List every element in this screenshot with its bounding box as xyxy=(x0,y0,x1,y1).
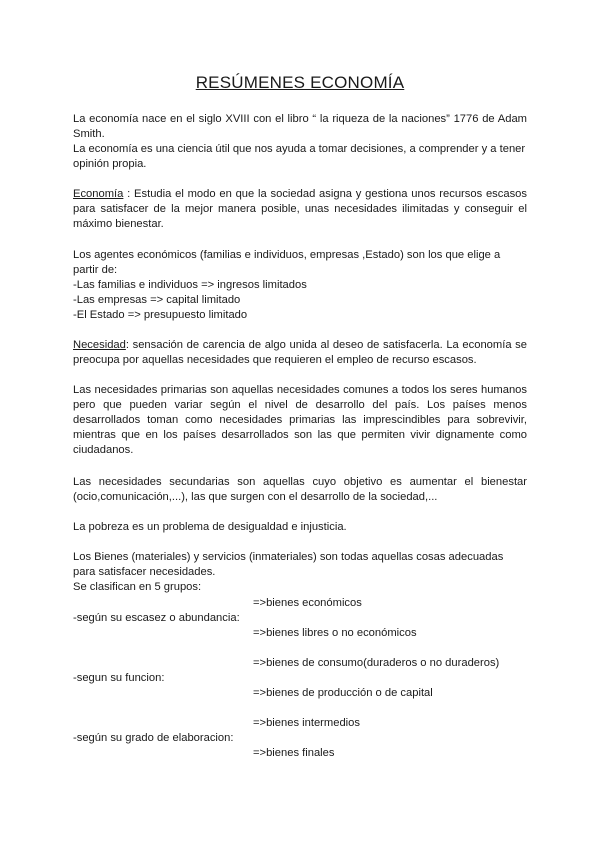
necesidad-text: : sensación de carencia de algo unida al deseo de satisfacerla. La economía se preocupa por aquellas necesidades que requieren el empleo de recurso escasos. xyxy=(73,339,527,366)
agentes-item: -Las familias e individuos => ingresos limitados xyxy=(73,279,307,291)
pobreza-paragraph: La pobreza es un problema de desigualdad e injusticia. xyxy=(73,521,347,533)
economia-term: Economía xyxy=(73,188,124,200)
agentes-item: -El Estado => presupuesto limitado xyxy=(73,309,248,321)
bienes-intro: Los Bienes (materiales) y servicios (inmateriales) son todas aquellas cosas adecuadas para satisfacer necesidades. xyxy=(73,551,504,578)
bienes-libres: =>bienes libres o no económicos xyxy=(253,627,417,639)
economia-text: : Estudia el modo en que la sociedad asigna y gestiona unos recursos escasos para satisfacer de la mejor manera posible, unas necesidades ilimitadas y conseguir el máximo bienestar. xyxy=(73,188,527,230)
bienes-intermedios: =>bienes intermedios xyxy=(253,717,360,729)
bienes-finales: =>bienes finales xyxy=(253,747,335,759)
page-title: RESÚMENES ECONOMÍA xyxy=(195,73,405,92)
intro-paragraph-2: La economía es una ciencia útil que nos ayuda a tomar decisiones, a comprender y a tener opinión propia. xyxy=(73,143,526,170)
agentes-item: -Las empresas => capital limitado xyxy=(73,294,241,306)
criterio-elaboracion: -según su grado de elaboracion: xyxy=(73,732,234,744)
bienes-economicos: =>bienes económicos xyxy=(253,597,362,609)
secundarias-paragraph: Las necesidades secundarias son aquellas cuyo objetivo es aumentar el bienestar (ocio,comunicación,...), las que surgen con el desarrollo de la sociedad,... xyxy=(73,476,527,503)
bienes-grupos: Se clasifican en 5 grupos: xyxy=(73,581,202,593)
criterio-escasez: -según su escasez o abundancia: xyxy=(73,612,240,624)
primarias-paragraph: Las necesidades primarias son aquellas necesidades comunes a todos los seres humanos pero que pueden variar según el nivel de desarrollo del país. Los países menos desarrollados toman como necesidades primarias las imprescindibles para sobrevivir, mientras que en los países desarrollados son las que permiten vivir dignamente como ciudadanos. xyxy=(73,384,527,456)
necesidad-term: Necesidad xyxy=(73,339,126,351)
bienes-produccion: =>bienes de producción o de capital xyxy=(253,687,433,699)
intro-paragraph-1: La economía nace en el siglo XVIII con el libro “ la riqueza de la naciones” 1776 de Adam Smith. xyxy=(73,113,527,140)
economia-definition xyxy=(73,187,527,232)
bienes-consumo: =>bienes de consumo(duraderos o no duraderos) xyxy=(253,657,500,669)
criterio-funcion: -segun su funcion: xyxy=(73,672,165,684)
agentes-section xyxy=(73,248,527,323)
necesidad-definition xyxy=(73,338,527,368)
agentes-intro: Los agentes económicos (familias e individuos, empresas ,Estado) son los que elige a partir de: xyxy=(73,249,501,276)
